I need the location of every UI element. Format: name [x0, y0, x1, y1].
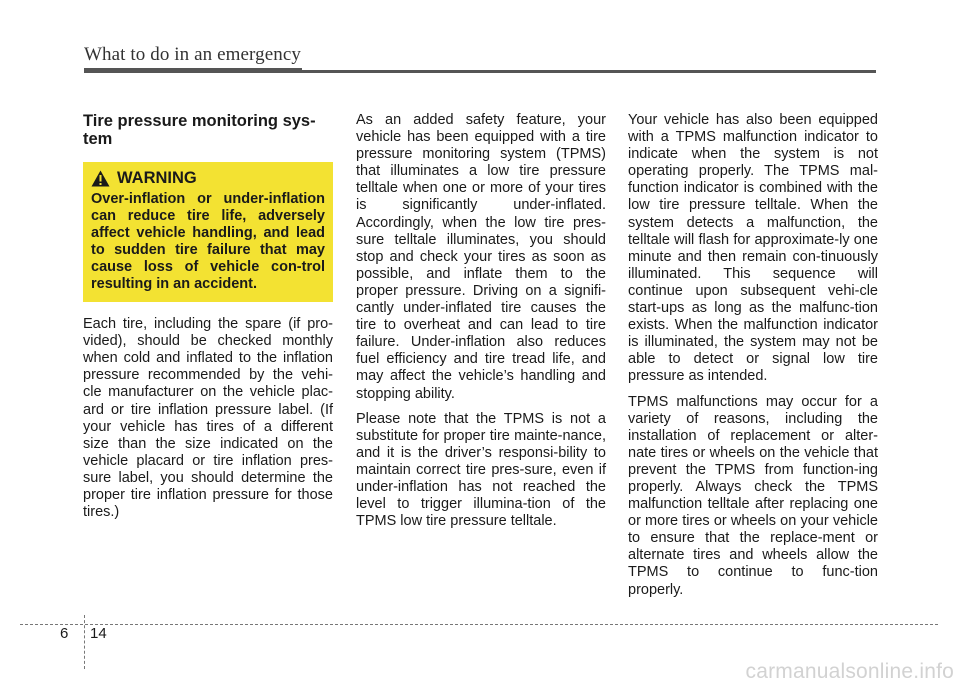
- warning-header: [91, 170, 325, 187]
- paragraph: As an added safety feature, your vehicle has been equipped with a tire pressure monitoring system (TPMS) that illuminates a low tire pressure telltale when one or more of your tires is significantly under-inflated. Accordingly, when the low tire pres-sure telltale illuminates, you should stop and check your tires as soon as possible, and inflate them to the proper pressure. Driving on a signifi-cantly under-inflated tire causes the tire to overheat and can lead to tire failure. Under-inflation also reduces fuel efficiency and tire tread life, and may affect the vehicle’s handling and stopping ability.: [356, 112, 606, 402]
- header-title: What to do in an emergency: [84, 44, 301, 65]
- warning-title: WARNING: [117, 169, 197, 187]
- page-number: 14: [90, 625, 107, 642]
- footer-rule: [20, 624, 938, 625]
- paragraph: Please note that the TPMS is not a substitute for proper tire mainte-nance, and it is the driver’s responsi-bility to maintain correct tire pres-sure, even if under-inflation has not reached the level to trigger illumina-tion of the TPMS low tire pressure telltale.: [356, 410, 606, 530]
- paragraph: TPMS malfunctions may occur for a variety of reasons, including the installation of replacement or alter-nate tires or wheels on the vehicle that prevent the TPMS from function-ing properly. Always check the TPMS malfunction telltale after replacing one or more tires or wheels on your vehicle to ensure that the replace-ment or alternate tires and wheels allow the TPMS to continue to func-tion properly.: [628, 393, 878, 598]
- paragraph: Each tire, including the spare (if pro-vided), should be checked monthly when cold and inflated to the inflation pressure recommended by the vehi-cle manufacturer on the vehicle plac-ard or tire inflation pressure label. (If your vehicle has tires of a different size than the size indicated on the vehicle placard or tire inflation pres-sure label, you should determine the proper tire inflation pressure for those tires.): [83, 316, 333, 521]
- footer-divider: [84, 615, 85, 669]
- section-title: Tire pressure monitoring sys-tem: [83, 112, 316, 148]
- page-chapter-number: 6: [60, 625, 69, 642]
- column-1: [83, 112, 333, 529]
- warning-box: [83, 162, 333, 302]
- paragraph: Your vehicle has also been equipped with a TPMS malfunction indicator to indicate when the system is not operating properly. The TPMS mal-function indicator is combined with the low tire pressure telltale. When the system detects a malfunction, the telltale will flash for approximate-ly one minute and then remain con-tinuously illuminated. This sequence will continue upon subsequent vehi-cle start-ups as long as the malfunc-tion exists. When the malfunction indicator is illuminated, the system may not be able to detect or signal low tire pressure as intended.: [628, 112, 878, 385]
- column-3: [628, 112, 878, 607]
- column-2: [356, 112, 606, 538]
- header-rule: [84, 70, 876, 73]
- warning-text: Over-inflation or under-inflation can reduce tire life, adversely affect vehicle handling, and lead to sudden tire failure that may cause loss of vehicle con-trol resulting in an accident.: [91, 191, 325, 293]
- watermark: carmanualsonline.info: [745, 660, 954, 683]
- warning-triangle-icon: [91, 170, 110, 187]
